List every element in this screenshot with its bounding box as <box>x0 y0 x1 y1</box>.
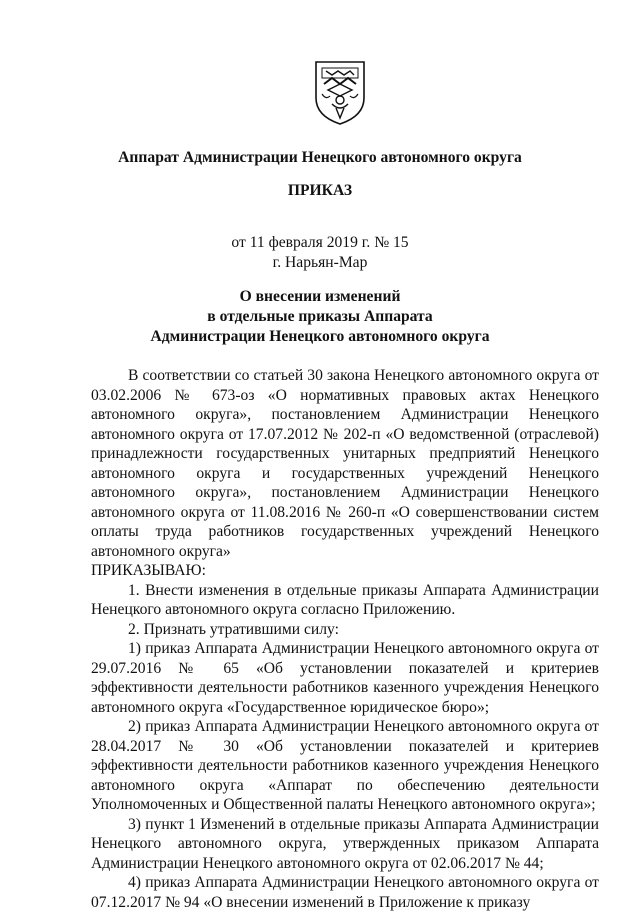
subitem-2: 2) приказ Аппарата Администрации Ненецкого автономного округа от 28.04.2017 № 30 «Об установлении показателей и критериев эффективности деятельности работников казенного учреждения Ненецкого автономного округа «Аппарат по обеспечению деятельности Уполномоченных и Общественной палаты Ненецкого автономного округа»; <box>91 718 599 813</box>
organization-name: Аппарат Администрации Ненецкого автономного округа <box>118 149 522 166</box>
item-1: 1. Внести изменения в отдельные приказы Аппарата Администрации Ненецкого автономного округа согласно Приложению. <box>91 581 599 618</box>
document-body <box>91 366 599 912</box>
order-word: ПРИКАЗЫВАЮ: <box>91 562 206 579</box>
subitem-3: 3) пункт 1 Изменений в отдельные приказы Аппарата Администрации Ненецкого автономного округа, утвержденных приказом Аппарата Администрации Ненецкого автономного округа от 02.06.2017 № 44; <box>91 815 599 872</box>
subject-line-2: в отдельные приказы Аппарата <box>207 308 433 325</box>
subitem-4: 4) приказ Аппарата Администрации Ненецкого автономного округа от 07.12.2017 № 94 «О внесении изменений в Приложение к приказу <box>91 874 599 911</box>
date-number: от 11 февраля 2019 г. № 15 <box>231 234 409 251</box>
preamble-paragraph: В соответствии со статьей 30 закона Ненецкого автономного округа от 03.02.2006 № 673-оз «О нормативных правовых актах Ненецкого автономного округа», постановлением Администрации Ненецкого автономного округа от 17.07.2012 № 202-п «О ведомственной (отраслевой) принадлежности государственных унитарных предприятий Ненецкого автономного округа и государственных учреждений Ненецкого автономного округа», постановлением Администрации Ненецкого автономного округа от 11.08.2016 № 260-п «О совершенствовании систем оплаты труда работников государственных учреждений Ненецкого автономного округа» <box>91 367 599 560</box>
item-2: 2. Признать утратившими силу: <box>128 620 339 638</box>
document-subject <box>0 287 640 347</box>
subject-line-1: О внесении изменений <box>239 288 401 305</box>
subitem-1: 1) приказ Аппарата Администрации Ненецкого автономного округа от 29.07.2016 № 65 «Об установлении показателей и критериев эффективности деятельности работников казенного учреждения Ненецкого автономного округа «Государственное юридическое бюро»; <box>91 640 599 716</box>
document-type: ПРИКАЗ <box>287 182 353 199</box>
coat-of-arms-emblem <box>314 60 366 126</box>
city: г. Нарьян-Мар <box>272 254 368 271</box>
document-meta <box>0 233 640 273</box>
subject-line-3: Администрации Ненецкого автономного округа <box>150 328 490 345</box>
